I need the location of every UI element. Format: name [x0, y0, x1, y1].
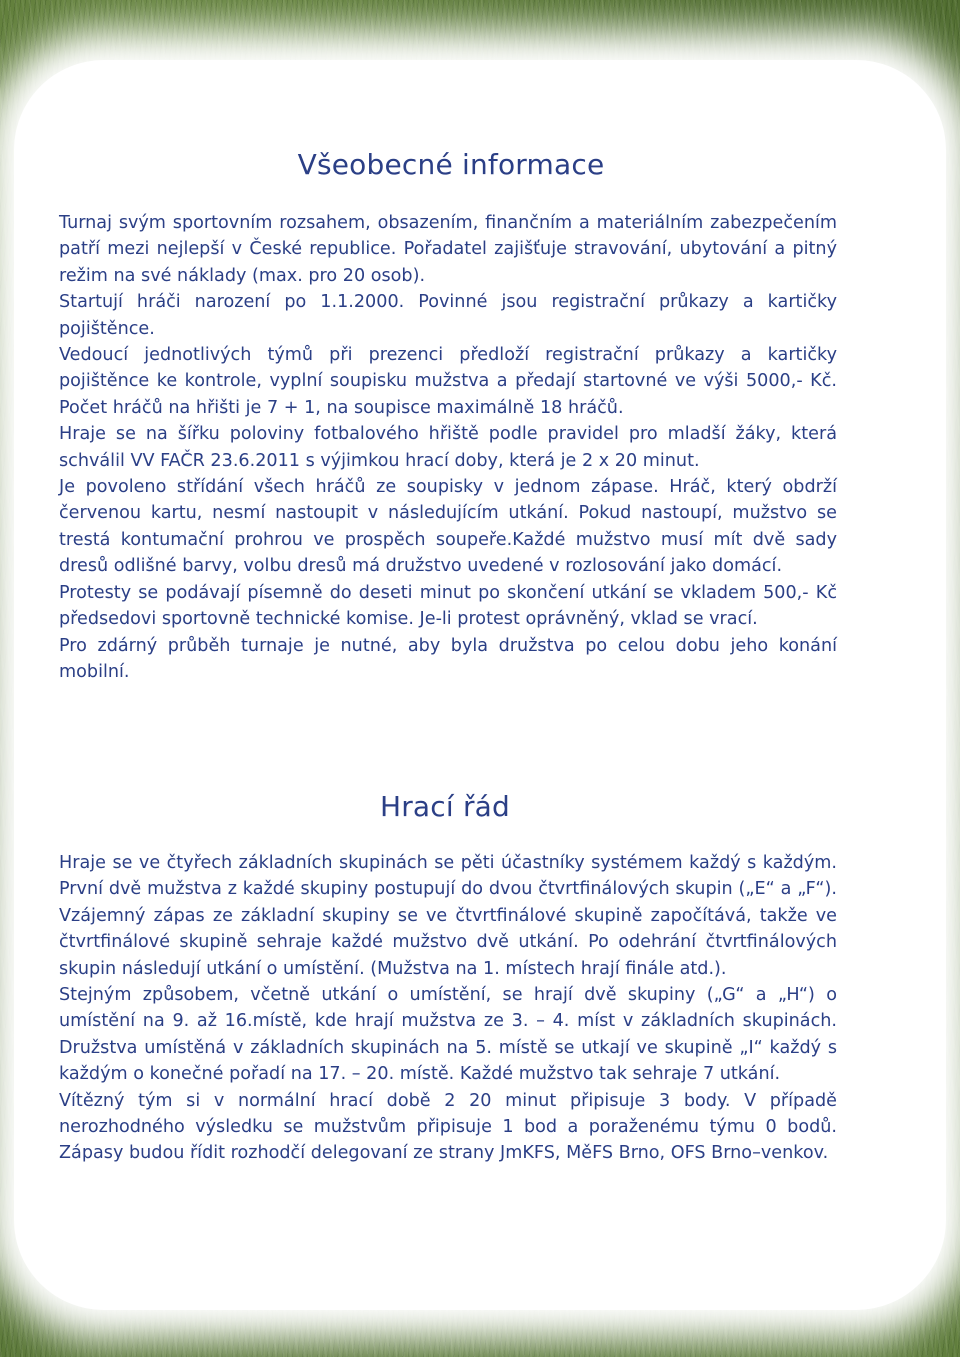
- section-title-game-rules: Hrací řád: [379, 790, 511, 823]
- general-info-section: [59, 210, 837, 685]
- game-rules-section: [59, 850, 837, 1167]
- paragraph: Startují hráči narození po 1.1.2000. Povinné jsou registrační průkazy a kartičky pojištěnce.: [59, 292, 837, 339]
- paragraph: Vedoucí jednotlivých týmů při prezenci předloží registrační průkazy a kartičky pojištěnce ke kontrole, vyplní soupisku mužstva a předají startovné ve výši 5000,- Kč. Počet hráčů na hřišti je 7 + 1, na soupisce maximálně 18 hráčů.: [59, 345, 837, 418]
- paragraph: Pro zdárný průběh turnaje je nutné, aby byla družstva po celou dobu jeho konání mobilní.: [59, 635, 837, 682]
- paragraph: Hraje se ve čtyřech základních skupinách se pěti účastníky systémem každý s každým. První dvě mužstva z každé skupiny postupují do dvou čtvrtfinálových skupin („E“ a „F“). Vzájemný zápas ze základní skupiny se ve čtvrtfinálové skupině započítává, takže ve čtvrtfinálové skupině sehraje každé mužstvo dvě utkání. Po odehrání čtvrtfinálových skupin následují utkání o umístění. (Mužstva na 1. místech hrají finále atd.).: [59, 853, 837, 979]
- section-title-general-info: Všeobecné informace: [297, 148, 605, 181]
- paragraph: Protesty se podávají písemně do deseti minut po skončení utkání se vkladem 500,- Kč předsedovi sportovně technické komise. Je-li protest oprávněný, vklad se vrací.: [59, 582, 837, 630]
- paragraph: Stejným způsobem, včetně utkání o umístění, se hrají dvě skupiny („G“ a „H“) o umístění na 9. až 16.místě, kde hrají mužstva ze 3. – 4. míst v základních skupinách. Družstva umístěná v základních skupinách na 5. místě se utkají ve skupině „I“ každý s každým o konečné pořadí na 17. – 20. místě. Každé mužstvo tak sehraje 7 utkání.: [59, 985, 837, 1085]
- paragraph: Je povoleno střídání všech hráčů ze soupisky v jednom zápase. Hráč, který obdrží červenou kartu, nesmí nastoupit v následujícím utkání. Pokud nastoupí, mužstvo se trestá kontumační prohrou ve prospěch soupeře.Každé mužstvo musí mít dvě sady dresů odlišné barvy, volbu dresů má družstvo uvedené v rozlosování jako domácí.: [59, 477, 837, 577]
- paragraph: Turnaj svým sportovním rozsahem, obsazením, finančním a materiálním zabezpečením patří mezi nejlepší v České republice. Pořadatel zajišťuje stravování, ubytování a pitný režim na své náklady (max. pro 20 osob).: [59, 213, 837, 286]
- paragraph: Vítězný tým si v normální hrací době 2 20 minut připisuje 3 body. V případě nerozhodného výsledku se mužstvům připisuje 1 bod a poraženému týmu 0 bodů. Zápasy budou řídit rozhodčí delegovaní ze strany JmKFS, MěFS Brno, OFS Brno–venkov.: [59, 1090, 837, 1164]
- paragraph: Hraje se na šířku poloviny fotbalového hřiště podle pravidel pro mladší žáky, která schválil VV FAČR 23.6.2011 s výjimkou hrací doby, která je 2 x 20 minut.: [59, 424, 837, 471]
